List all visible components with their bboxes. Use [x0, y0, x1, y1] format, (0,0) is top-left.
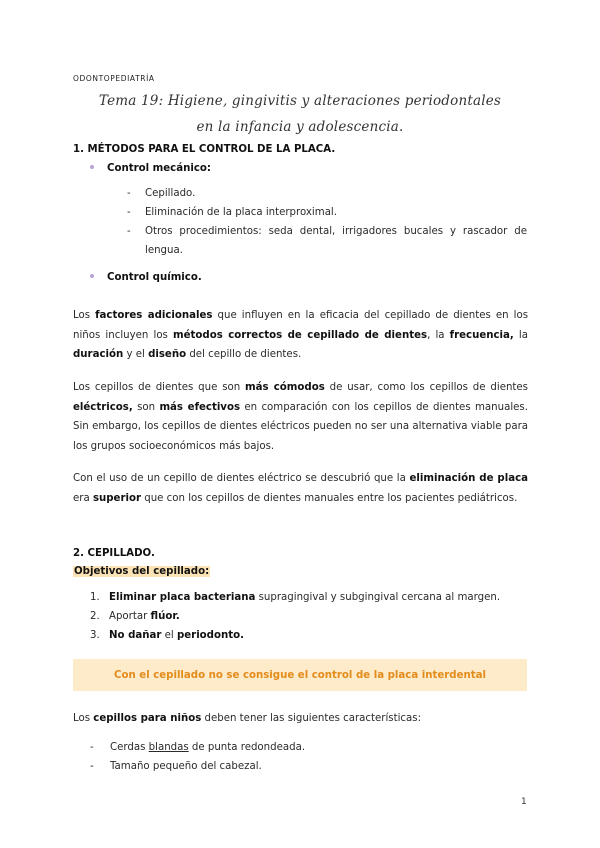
bullet-dot-icon — [90, 274, 94, 278]
section-heading-2: 2. CEPILLADO. — [73, 548, 155, 559]
paragraph-factors: Los factores adicionales que influyen en la eficacia del cepillado de dientes en los niños incluyen los métodos correctos de cepillado de dientes, la frecuencia, la duración y el diseño del cepillo de dientes. — [73, 310, 529, 360]
list-item: 1. Eliminar placa bacteriana supragingival y subgingival cercana al margen. — [90, 592, 501, 603]
bullet-label: Control mecánico: — [107, 163, 211, 174]
callout-box: Con el cepillado no se consigue el control de la placa interdental — [73, 659, 527, 691]
bullet-label: Control químico. — [107, 272, 202, 283]
list-item: - Cerdas blandas de punta redondeada. — [90, 742, 306, 753]
characteristics-list — [90, 738, 510, 776]
bullet-mechanical-control — [90, 163, 211, 174]
paragraph-kids-brushes: Los cepillos para niños deben tener las siguientes características: — [73, 713, 422, 724]
list-item: - Cepillado. — [127, 188, 196, 199]
list-item: 3. No dañar el periodonto. — [90, 630, 244, 641]
bullet-dot-icon — [90, 165, 94, 169]
header-label: ODONTOPEDIATRÍA — [73, 74, 155, 83]
section-heading-1: 1. MÉTODOS PARA EL CONTROL DE LA PLACA. — [73, 144, 336, 155]
list-item: - Eliminación de la placa interproximal. — [127, 207, 337, 218]
page-number: 1 — [521, 797, 527, 807]
page-title: Tema 19: Higiene, gingivitis y alteraciones periodontales en la infancia y adolescencia. — [98, 93, 502, 135]
mechanical-list — [127, 184, 527, 260]
bullet-chemical-control — [90, 272, 202, 283]
objectives-label: Objetivos del cepillado: — [74, 566, 210, 577]
list-item: 2. Aportar flúor. — [90, 611, 180, 622]
objectives-list — [90, 588, 530, 645]
paragraph-plaque-removal: Con el uso de un cepillo de dientes eléctrico se descubrió que la eliminación de placa era superior que con los cepillos de dientes manuales entre los pacientes pediátricos. — [73, 473, 528, 504]
list-item: - Tamaño pequeño del cabezal. — [90, 761, 262, 772]
paragraph-electric-brushes: Los cepillos de dientes que son más cómodos de usar, como los cepillos de dientes eléctricos, son más efectivos en comparación con los cepillos de dientes manuales. Sin embargo, los cepillos de dientes eléctricos pueden no ser una alternativa viable para los grupos socioeconómicos más bajos. — [73, 382, 528, 452]
list-item: - Otros procedimientos: seda dental, irrigadores bucales y rascador de lengua. — [127, 226, 527, 256]
